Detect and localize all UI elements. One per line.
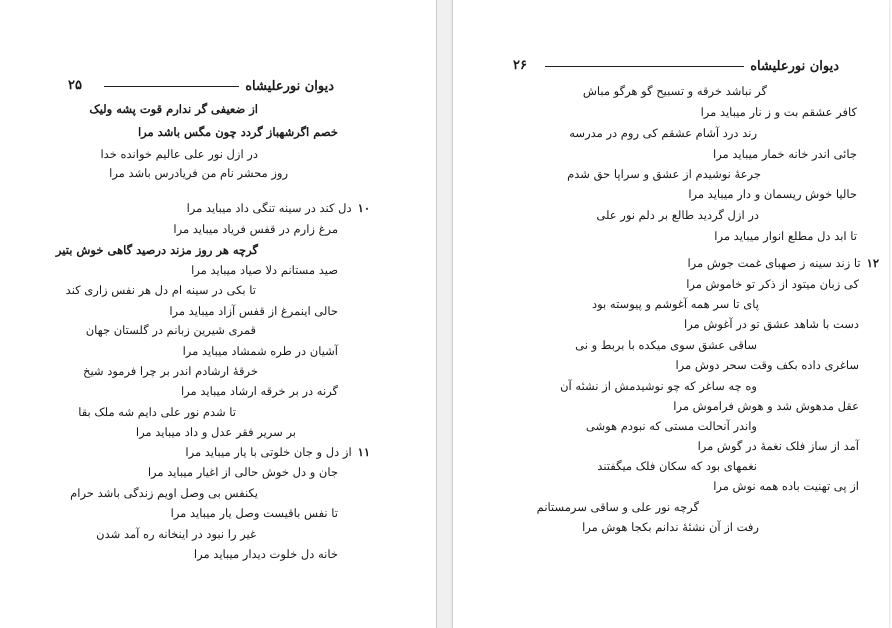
verse-line: عقل مدهوش شد و هوش فراموش مرا bbox=[673, 399, 859, 413]
verse-line: خرقهٔ ارشادم اندر بر چرا فرمود شیخ bbox=[83, 364, 258, 378]
page-left bbox=[0, 0, 437, 628]
verse-line: تا شدم نور علی دایم شه ملک بقا bbox=[78, 405, 236, 419]
verse-line: آشیان در طره شمشاد میباید مرا bbox=[182, 344, 338, 358]
verse-line: کافر عشقم بت و ز نار میباید مرا bbox=[700, 105, 857, 119]
running-header bbox=[539, 56, 839, 76]
verse-line: گرچه هر روز مزند درصید گاهی خوش بتیر bbox=[55, 243, 258, 257]
verse-line: پای تا سر همه آغوشم و پیوسته بود bbox=[592, 297, 759, 311]
verse-line: گر نباشد خرقه و تسبیح گو هرگو مباش bbox=[582, 84, 767, 98]
verse-line: غیر را نبود در اینخانه ره آمد شدن bbox=[96, 527, 256, 541]
header-title: دیوان نورعلیشاه bbox=[750, 58, 839, 74]
page-number: ۲۶ bbox=[513, 58, 527, 73]
header-rule bbox=[104, 86, 239, 87]
verse-line: تا بکی در سینه ام دل هر نفس زاری کند bbox=[65, 283, 256, 297]
verse-line: مرغ زارم در قفس فریاد میباید مرا bbox=[173, 222, 338, 236]
verse-line: یکنفس بی وصل اویم زندگی باشد حرام bbox=[70, 486, 258, 500]
verse-line: رفت از آن نشئهٔ ندانم بکجا هوش مرا bbox=[582, 520, 759, 534]
verse-line: رند درد آشام عشقم کی روم در مدرسه bbox=[569, 126, 757, 140]
verse-line: حالیا خوش ریسمان و دار میباید مرا bbox=[688, 187, 857, 201]
verse-line: گرچه نور علی و ساقی سرمستانم bbox=[536, 500, 699, 514]
verse-line-numbered bbox=[185, 444, 370, 460]
header-title: دیوان نورعلیشاه bbox=[245, 78, 334, 94]
running-header bbox=[98, 76, 334, 96]
verse-line: در ازل گردید طالع بر دلم نور علی bbox=[596, 208, 759, 222]
verse-line: دست با شاهد عشق تو در آغوش مرا bbox=[684, 317, 859, 331]
verse-text: دل کند در سینه تنگی داد میباید مرا bbox=[186, 201, 352, 215]
header-rule bbox=[545, 66, 744, 67]
verse-line: از ضعیفی گر ندارم قوت پشه ولیک bbox=[89, 102, 258, 116]
verse-line: وه چه ساغر که چو نوشیدمش از نشئه آن bbox=[560, 379, 757, 393]
verse-line: بر سریر فقر عدل و داد میباید مرا bbox=[135, 425, 296, 439]
verse-line: حالی اینمرغ از قفس آزاد میباید مرا bbox=[169, 304, 338, 318]
verse-number: ۱۰ bbox=[357, 201, 370, 215]
page-gutter bbox=[437, 0, 451, 628]
verse-line: از پی تهنیت باده همه نوش مرا bbox=[713, 479, 859, 493]
verse-line: ساغری داده بکف وقت سحر دوش مرا bbox=[675, 358, 859, 372]
verse-line: روز محشر نام من فریادرس باشد مرا bbox=[109, 166, 288, 180]
verse-number: ۱۲ bbox=[866, 256, 879, 270]
verse-number: ۱۱ bbox=[357, 445, 370, 459]
verse-line: کی زبان میتود از ذکر تو خاموش مرا bbox=[686, 277, 859, 291]
verse-line: ساقی عشق سوی میکده با بربط و نی bbox=[575, 338, 757, 352]
verse-line-numbered bbox=[687, 255, 879, 271]
verse-line: جان و دل خوش حالی از اغیار میباید مرا bbox=[147, 465, 338, 479]
verse-line: آمد از ساز فلک نغمهٔ در گوش مرا bbox=[697, 439, 859, 453]
verse-line-numbered bbox=[187, 200, 370, 216]
verse-line: خانه دل خلوت دیدار میباید مرا bbox=[193, 547, 338, 561]
verse-line: جرعهٔ نوشیدم از عشق و سراپا حق شدم bbox=[567, 167, 761, 181]
verse-line: تا نفس باقیست وصل یار میباید مرا bbox=[170, 506, 338, 520]
verse-line: واندر آنحالت مستی که نبودم هوشی bbox=[585, 419, 757, 433]
verse-line: جائی اندر خانه خمار میباید مرا bbox=[713, 147, 857, 161]
verse-text: تا زند سینه ز صهبای غمت جوش مرا bbox=[687, 256, 861, 270]
verse-line: خصم اگرشهباز گردد چون مگس باشد مرا bbox=[137, 125, 338, 139]
verse-line: قمری شیرین زبانم در گلستان جهان bbox=[85, 323, 256, 337]
verse-text: از دل و جان خلوتی با یار میباید مرا bbox=[185, 445, 352, 459]
verse-line: گرنه در بر خرقه ارشاد میباید مرا bbox=[180, 384, 338, 398]
verse-line: صید مستانم دلا صیاد میباید مرا bbox=[191, 263, 338, 277]
verse-line: نغمهای بود که سکان فلک میگفتند bbox=[597, 459, 757, 473]
page-right bbox=[452, 0, 889, 628]
verse-line: در ازل نور علی عالیم خوانده خدا bbox=[100, 147, 258, 161]
verse-line: تا ابد دل مطلع انوار میباید مرا bbox=[714, 229, 857, 243]
page-number: ۲۵ bbox=[68, 78, 82, 93]
